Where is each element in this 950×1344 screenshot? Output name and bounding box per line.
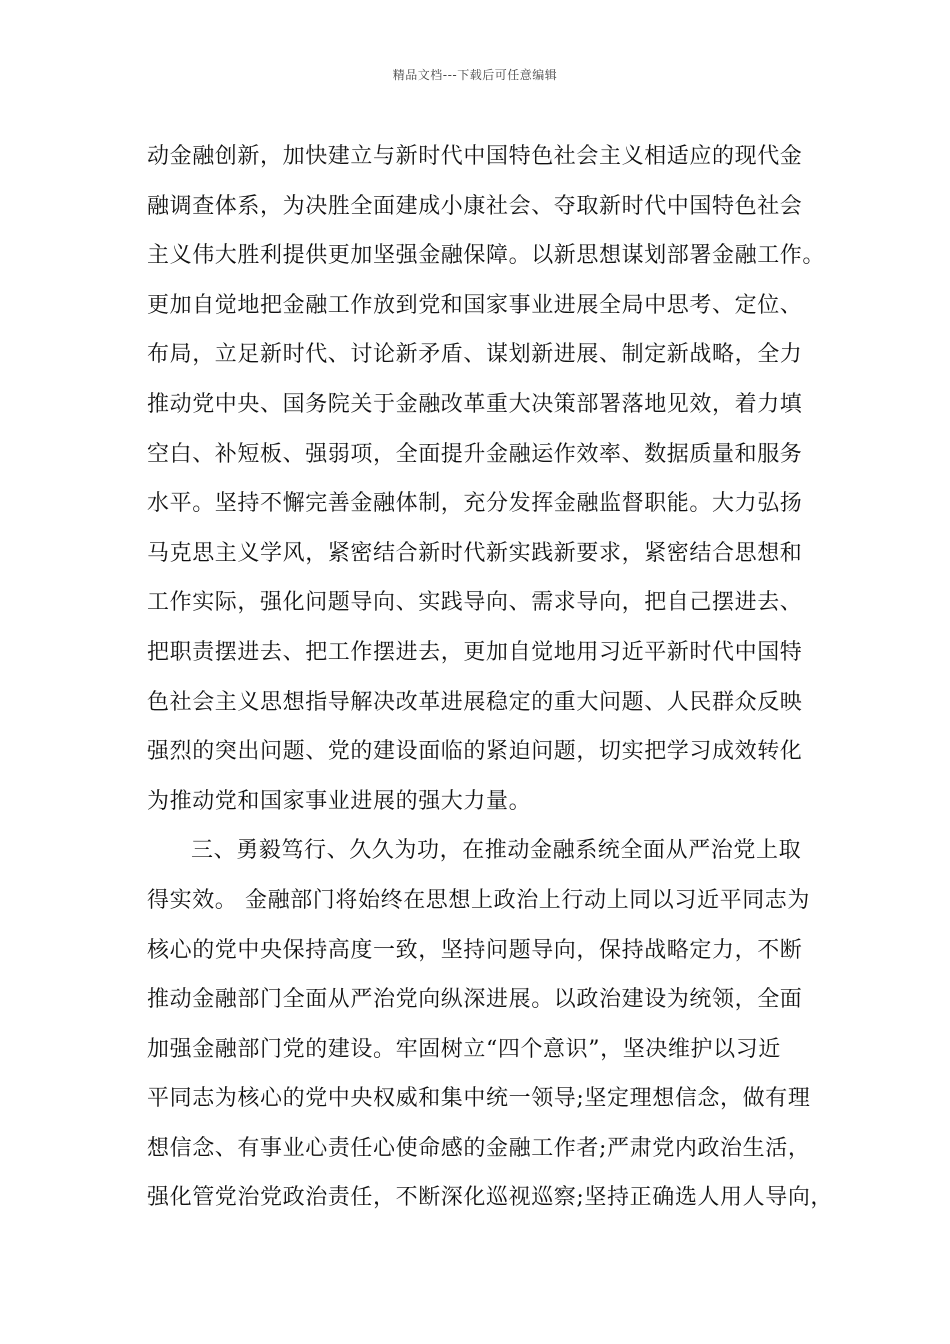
text-line: 把职责摆进去、把工作摆进去，更加自觉地用习近平新时代中国特 [147, 639, 803, 665]
text-line: 推动金融部门全面从严治党向纵深进展。以政治建设为统领，全面 [147, 987, 803, 1013]
text-line: 平同志为核心的党中央权威和集中统一领导;坚定理想信念，做有理 [147, 1086, 811, 1112]
section-heading-line: 三、勇毅笃行、久久为功，在推动金融系统全面从严治党上取 [191, 838, 802, 864]
text-line: 布局，立足新时代、讨论新矛盾、谋划新进展、制定新战略，全力 [147, 342, 803, 368]
text-line: 色社会主义思想指导解决改革进展稳定的重大问题、人民群众反映 [147, 689, 803, 715]
text-line: 得实效。 金融部门将始终在思想上政治上行动上同以习近平同志为 [147, 887, 810, 913]
page-header: 精品文档---下载后可任意编辑 [392, 68, 558, 82]
text-line: 强化管党治党政治责任，不断深化巡视巡察;坚持正确选人用人导向， [147, 1185, 834, 1211]
document-body [147, 132, 837, 1223]
text-line: 想信念、有事业心责任心使命感的金融工作者;严肃党内政治生活， [147, 1135, 811, 1161]
text-line: 主义伟大胜利提供更加坚强金融保障。以新思想谋划部署金融工作。 [147, 243, 826, 269]
text-line: 水平。坚持不懈完善金融体制，充分发挥金融监督职能。大力弘扬 [147, 491, 803, 517]
text-line: 空白、补短板、强弱项，全面提升金融运作效率、数据质量和服务 [147, 441, 803, 467]
text-line: 工作实际，强化问题导向、实践导向、需求导向，把自己摆进去、 [147, 590, 803, 616]
text-line: 马克思主义学风，紧密结合新时代新实践新要求，紧密结合思想和 [147, 540, 803, 566]
text-line: 融调查体系，为决胜全面建成小康社会、夺取新时代中国特色社会 [147, 193, 803, 219]
text-line: 加强金融部门党的建设。牢固树立“四个意识”，坚决维护以习近 [147, 1036, 781, 1062]
text-line: 更加自觉地把金融工作放到党和国家事业进展全局中思考、定位、 [147, 292, 803, 318]
text-line: 推动党中央、国务院关于金融改革重大决策部署落地见效，着力填 [147, 391, 803, 417]
text-line: 核心的党中央保持高度一致，坚持问题导向，保持战略定力，不断 [147, 937, 803, 963]
text-line: 动金融创新，加快建立与新时代中国特色社会主义相适应的现代金 [147, 144, 803, 169]
text-line: 强烈的突出问题、党的建设面临的紧迫问题，切实把学习成效转化 [147, 739, 803, 765]
text-line: 为推动党和国家事业进展的强大力量。 [147, 788, 532, 814]
